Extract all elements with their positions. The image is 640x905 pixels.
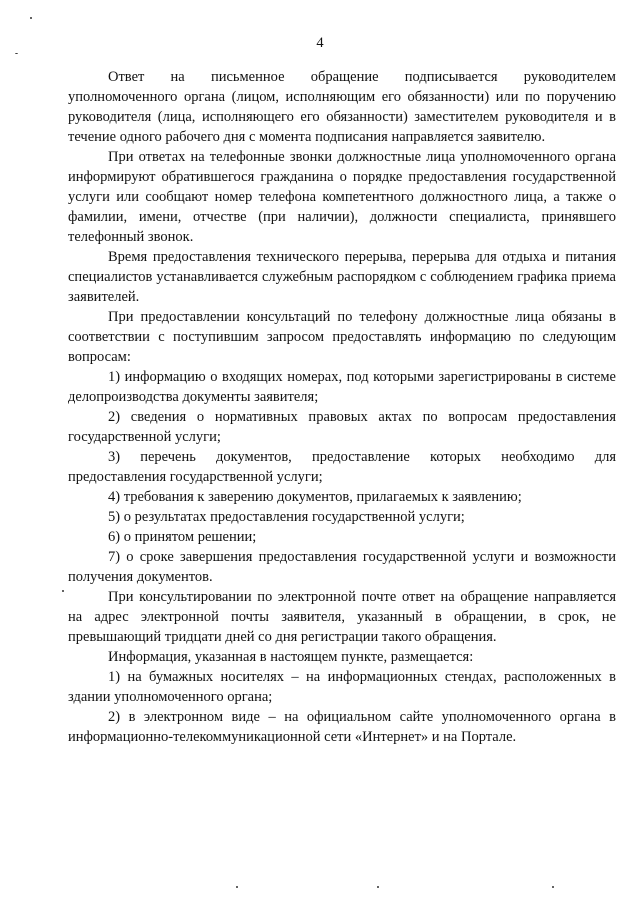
list-item-7: 7) о сроке завершения предоставления государственной услуги и возможности получения документов.	[68, 549, 616, 585]
list-item-4: 4) требования к заверению документов, прилагаемых к заявлению;	[108, 489, 522, 505]
scan-speck	[62, 590, 64, 592]
document-body	[68, 67, 616, 747]
list-item-1: 1) информацию о входящих номерах, под которыми зарегистрированы в системе делопроизводства документы заявителя;	[68, 369, 616, 405]
paragraph-email-consultations: При консультировании по электронной почте ответ на обращение направляется на адрес электронной почты заявителя, указанный в обращении, в срок, не превышающий тридцати дней со дня регистрации такого обращения.	[68, 589, 616, 645]
list-item-3: 3) перечень документов, предоставление которых необходимо для предоставления государственной услуги;	[68, 449, 616, 485]
scan-speck	[552, 886, 554, 888]
scan-speck	[236, 886, 238, 888]
placement-item-2: 2) в электронном виде – на официальном сайте уполномоченного органа в информационно-телекоммуникационной сети «Интернет» и на Портале.	[68, 709, 616, 745]
list-item-2: 2) сведения о нормативных правовых актах по вопросам предоставления государственной услуги;	[68, 409, 616, 445]
page-number: 4	[316, 35, 324, 51]
paragraph-phone-calls: При ответах на телефонные звонки должностные лица уполномоченного органа информируют обратившегося гражданина о порядке предоставления государственной услуги или сообщают номер телефона компетентного должностного лица, а также о фамилии, имени, отчестве (при наличии), должности специалиста, принявшего телефонный звонок.	[68, 149, 616, 245]
scan-speck	[377, 886, 379, 888]
scan-speck	[15, 53, 18, 54]
list-item-6: 6) о принятом решении;	[108, 529, 257, 545]
paragraph-written-response: Ответ на письменное обращение подписывается руководителем уполномоченного органа (лицом, исполняющим его обязанности) или по поручению руководителя (лица, исполняющего его обязанности) заместителем руководителя и в течение одного рабочего дня с момента подписания направляется заявителю.	[68, 69, 616, 145]
scan-speck	[30, 17, 32, 19]
paragraph-breaks: Время предоставления технического перерыва, перерыва для отдыха и питания специалистов устанавливается служебным распорядком с соблюдением графика приема заявителей.	[68, 249, 616, 305]
list-item-5: 5) о результатах предоставления государственной услуги;	[108, 509, 465, 525]
paragraph-information-placement: Информация, указанная в настоящем пункте, размещается:	[108, 649, 474, 665]
placement-item-1: 1) на бумажных носителях – на информационных стендах, расположенных в здании уполномоченного органа;	[68, 669, 616, 705]
paragraph-phone-consultations: При предоставлении консультаций по телефону должностные лица обязаны в соответствии с поступившим запросом предоставлять информацию по следующим вопросам:	[68, 309, 616, 365]
